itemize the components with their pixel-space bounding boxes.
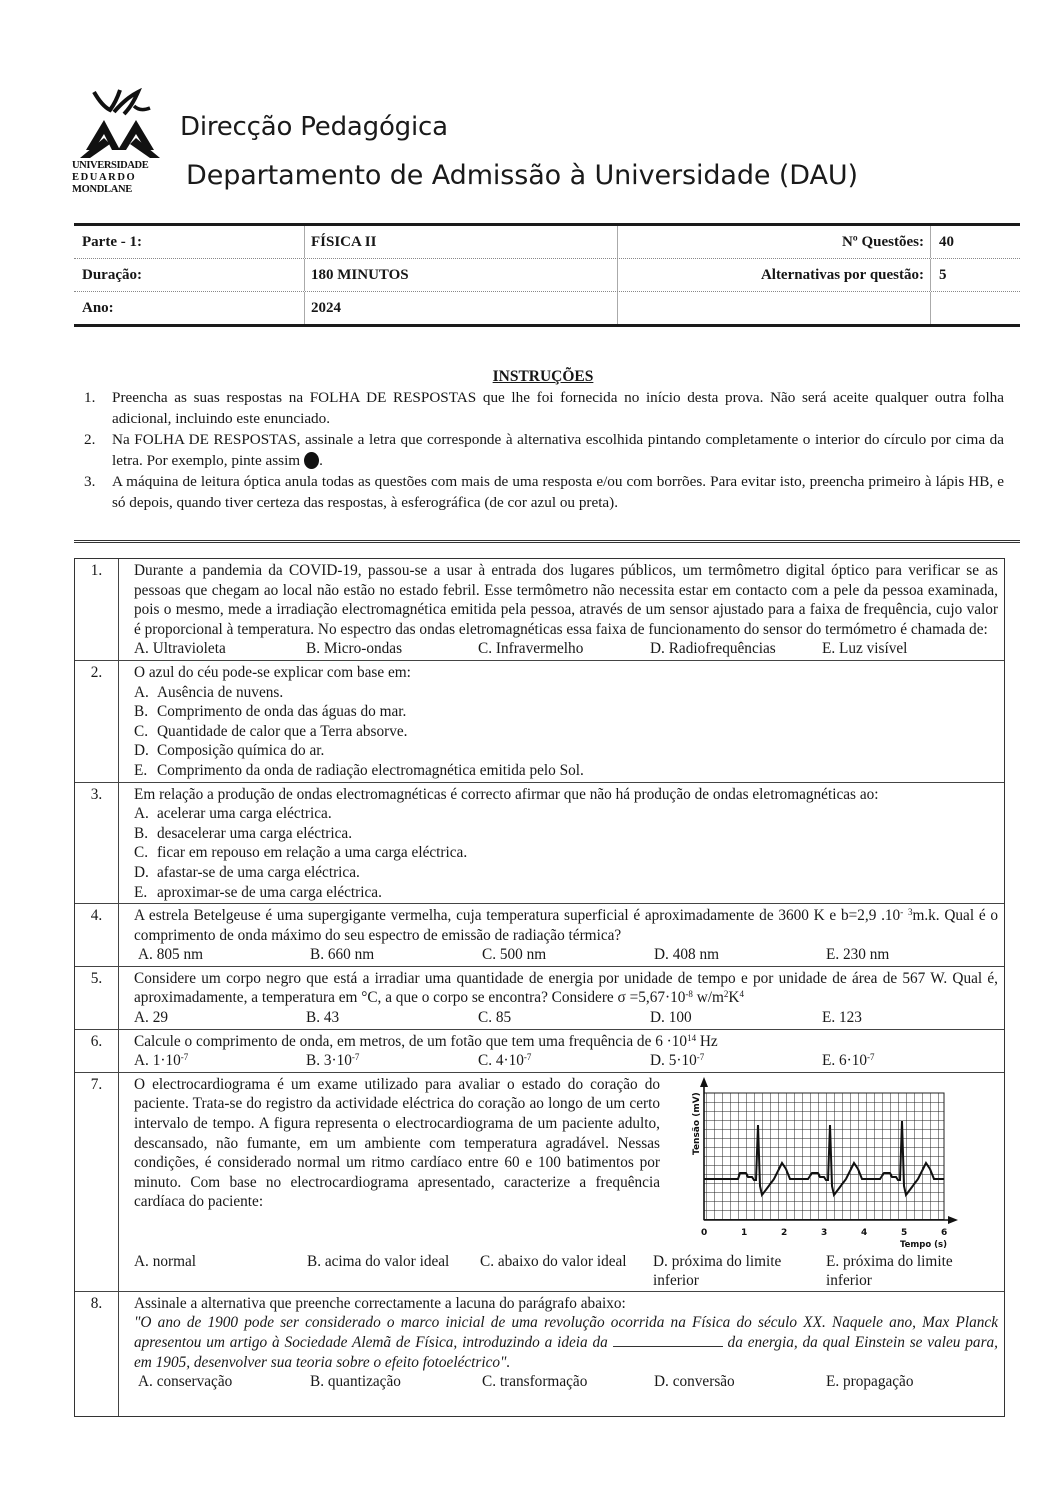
- info-value: FÍSICA II: [304, 226, 617, 258]
- option-a: A. Ultravioleta: [134, 640, 226, 658]
- question-text-part: A estrela Betelgeuse é uma supergigante vermelha, cuja temperatura superficial é aproximadamente de 3600 K e b=2,9 .10: [134, 907, 901, 925]
- question-body: [119, 1073, 1005, 1291]
- question-body: [119, 783, 1004, 904]
- option-b: B. Micro-ondas: [306, 640, 403, 658]
- superscript: -: [900, 907, 904, 918]
- question-quote: [134, 1313, 998, 1372]
- question-7-content: [134, 1075, 999, 1250]
- option-e: E. próxima do limite inferior: [826, 1252, 953, 1289]
- instructions-title: INSTRUÇÕES: [492, 368, 594, 385]
- option-a: [134, 683, 998, 703]
- option-c: [134, 843, 998, 863]
- question-1: [75, 559, 1004, 661]
- options-row: [134, 639, 998, 659]
- option-text: Composição química do ar.: [157, 742, 325, 760]
- options-row: [134, 945, 998, 965]
- superscript: 4: [739, 989, 744, 1000]
- option-b: [306, 1051, 478, 1071]
- option-c: C. 85: [478, 1009, 512, 1027]
- option-b: [134, 702, 998, 722]
- superscript: -7: [867, 1052, 875, 1063]
- instruction-text-end: .: [319, 451, 323, 469]
- info-row-parte: [74, 226, 1020, 259]
- option-letter: C.: [134, 844, 149, 862]
- superscript: 14: [687, 1032, 697, 1043]
- option-e: E. propagação: [826, 1373, 914, 1391]
- question-text: [134, 906, 998, 945]
- instruction-number: 2.: [84, 431, 96, 448]
- question-body: [119, 1030, 1004, 1072]
- option-c: C. Infravermelho: [478, 640, 584, 658]
- instruction-text-wrap: [112, 430, 1004, 471]
- option-c: C. transformação: [482, 1373, 588, 1391]
- option-text: D. 5·10: [650, 1052, 697, 1070]
- option-c: C. 500 nm: [482, 946, 547, 964]
- page-title: Direcção Pedagógica: [180, 112, 448, 142]
- superscript: -7: [696, 1052, 705, 1063]
- instruction-item: [84, 388, 1004, 429]
- info-row-duracao: [74, 259, 1020, 292]
- option-text: Comprimento de onda das águas do mar.: [157, 703, 407, 721]
- question-text: [134, 969, 998, 1008]
- option-text: E. 6·10: [822, 1052, 868, 1070]
- ecg-chart-svg: [690, 1075, 980, 1250]
- y-axis-label: Tensão (mV): [692, 1092, 702, 1155]
- x-tick: 3: [821, 1227, 828, 1238]
- question-8: [75, 1292, 1004, 1416]
- questions-table: [74, 558, 1005, 1417]
- section-divider: [74, 540, 1020, 543]
- info-value: 2024: [304, 292, 617, 324]
- option-b: B. 43: [306, 1009, 340, 1027]
- question-6: [75, 1030, 1004, 1073]
- option-d: D. Radiofrequências: [650, 640, 776, 658]
- question-text: [134, 1032, 998, 1052]
- x-tick: 5: [901, 1227, 908, 1238]
- instruction-text: Preencha as suas respostas na FOLHA DE RESPOSTAS que lhe foi fornecida no início desta prova. Não será aceite qualquer outra folha adicional, incluindo este enunciado.: [112, 389, 1004, 427]
- x-tick: 0: [701, 1227, 708, 1238]
- question-text: O electrocardiograma é um exame utilizado para avaliar o estado do coração do paciente. Trata-se do registro da actividade eléctrica do coração ao longo de um certo intervalo de tempo. A figura representa o electrocardiograma de um paciente adulto, descansado, não fumante, em um ambiente com temperatura agradável. Nessas condições, é considerado normal um ritmo cardíaco entre 60 e 100 batimentos por minuto. Com base no electrocardiograma apresentado, caracterize a frequência cardíaca do paciente:: [134, 1075, 660, 1211]
- option-b: [134, 824, 998, 844]
- question-number: 2.: [75, 661, 119, 782]
- superscript: 2: [723, 989, 729, 1000]
- option-b: B. quantização: [310, 1373, 401, 1391]
- option-d: [134, 863, 998, 883]
- info-right-label: Nº Questões:: [617, 226, 930, 258]
- superscript: -8: [685, 989, 693, 1000]
- question-body: [119, 904, 1004, 966]
- option-text: A. 1·10: [134, 1052, 181, 1070]
- option-letter: D.: [134, 742, 149, 760]
- option-text: ficar em repouso em relação a uma carga eléctrica.: [157, 844, 468, 862]
- question-text: O azul do céu pode-se explicar com base em:: [134, 663, 411, 681]
- info-label: Parte - 1:: [82, 233, 142, 250]
- options-row: [134, 1252, 999, 1290]
- info-label: Duração:: [82, 266, 142, 283]
- option-d: [134, 741, 998, 761]
- instruction-text: A máquina de leitura óptica anula todas as questões com mais de uma resposta e/ou com borrões. Para evitar isto, preencha primeiro à lápis HB, e só depois, quando tiver certeza das respostas, à esferográfica (de cor azul ou preta).: [112, 473, 1004, 511]
- question-text: Assinale a alternativa que preenche correctamente a lacuna do parágrafo abaixo:: [134, 1294, 626, 1312]
- x-tick: 2: [781, 1227, 788, 1238]
- exam-info-table: [74, 223, 1020, 327]
- option-a: [134, 804, 998, 824]
- option-d: D. 100: [650, 1009, 692, 1027]
- question-body: [119, 967, 1004, 1029]
- question-2: [75, 661, 1004, 783]
- question-number: 6.: [75, 1030, 119, 1072]
- instruction-item: [84, 430, 1004, 471]
- option-letter: A.: [134, 805, 149, 823]
- option-e: [822, 1051, 994, 1071]
- option-c: C. abaixo do valor ideal: [480, 1252, 627, 1270]
- logo-line-3: MONDLANE: [72, 184, 133, 195]
- option-letter: A.: [134, 683, 149, 701]
- option-text: Quantidade de calor que a Terra absorve.: [157, 722, 408, 740]
- filled-circle-icon: [304, 452, 319, 469]
- quote-text-part: "O ano de 1900 pode ser considerado o marco inicial de uma revolução ocorrida na Física do século XX. Naquele ano, Max Planck apresentou um artigo à Sociedade Alemã de Física, introduzindo a ideia da: [134, 1314, 998, 1352]
- question-4: [75, 904, 1004, 967]
- options-row: [134, 1372, 998, 1392]
- option-c: [478, 1051, 650, 1071]
- info-right-value: [930, 292, 1020, 324]
- question-text-part: m.k. Qual é o comprimento de onda máximo do seu espectro de emissão de radiação térmica?: [134, 907, 998, 944]
- page-subtitle: Departamento de Admissão à Universidade (DAU): [186, 160, 858, 191]
- option-a: A. 29: [134, 1009, 168, 1027]
- instructions-list: [84, 388, 1004, 514]
- question-text-part: w/m: [692, 989, 724, 1007]
- question-text-part: K: [728, 989, 740, 1007]
- logo-line-2: EDUARDO: [72, 172, 137, 183]
- uem-logo-icon: [80, 88, 172, 160]
- instruction-text: Na FOLHA DE RESPOSTAS, assinale a letra que corresponde à alternativa escolhida pintando completamente o interior do círculo por cima da letra. Por exemplo, pinte assim: [112, 431, 1004, 469]
- info-row-ano: [74, 292, 1020, 324]
- option-b: B. 660 nm: [310, 946, 375, 964]
- question-number: 4.: [75, 904, 119, 966]
- x-tick: 6: [941, 1227, 948, 1238]
- question-text: Em relação a produção de ondas electromagnéticas é correcto afirmar que não há produção de ondas eletromagnéticas ao:: [134, 785, 879, 803]
- question-text-part: Hz: [696, 1032, 718, 1050]
- fill-blank: [613, 1334, 723, 1347]
- ecg-chart: [690, 1075, 980, 1250]
- option-c: [134, 722, 998, 742]
- question-body: [119, 661, 1004, 782]
- superscript: -7: [351, 1052, 360, 1063]
- info-right-value: 5: [930, 259, 1020, 291]
- option-d: D. próxima do limite inferior: [653, 1252, 782, 1289]
- option-a: [134, 1051, 306, 1071]
- option-text: Ausência de nuvens.: [157, 683, 284, 701]
- university-logo: [72, 88, 182, 200]
- option-e: [134, 883, 998, 903]
- option-text: acelerar uma carga eléctrica.: [157, 805, 332, 823]
- option-letter: E.: [134, 761, 148, 779]
- option-d: D. 408 nm: [654, 946, 720, 964]
- option-text: desacelerar uma carga eléctrica.: [157, 824, 353, 842]
- logo-text: [72, 160, 184, 196]
- option-b: B. acima do valor ideal: [307, 1252, 450, 1270]
- option-letter: D.: [134, 863, 149, 881]
- question-3: [75, 783, 1004, 905]
- option-text: aproximar-se de uma carga eléctrica.: [157, 883, 382, 901]
- question-number: 8.: [75, 1292, 119, 1416]
- instruction-number: 1.: [84, 389, 96, 406]
- question-body: [119, 559, 1004, 660]
- option-a: A. normal: [134, 1252, 197, 1270]
- info-right-label: Alternativas por questão:: [617, 259, 930, 291]
- instruction-item: [84, 472, 1004, 513]
- superscript: 3: [907, 907, 913, 918]
- question-number: 1.: [75, 559, 119, 660]
- instruction-number: 3.: [84, 473, 96, 490]
- question-number: 3.: [75, 783, 119, 904]
- options-list: [134, 804, 998, 902]
- x-tick: 1: [741, 1227, 748, 1238]
- quote-text-part: da energia, da qual Einstein se valeu para, em 1905, desenvolver sua teoria sobre o efeito fotoeléctrico".: [134, 1334, 998, 1371]
- options-row: [134, 1051, 998, 1071]
- option-a: A. 805 nm: [138, 946, 204, 964]
- option-text: B. 3·10: [306, 1052, 352, 1070]
- superscript: -7: [180, 1052, 189, 1063]
- option-text: Comprimento da onda de radiação electromagnética emitida pelo Sol.: [157, 761, 584, 779]
- logo-line-1: UNIVERSIDADE: [72, 160, 149, 171]
- question-5: [75, 967, 1004, 1030]
- info-right-label: [617, 292, 930, 324]
- question-text-part: Calcule o comprimento de onda, em metros, de um fotão que tem uma frequência de 6 ·10: [134, 1032, 688, 1050]
- option-d: D. conversão: [654, 1373, 735, 1391]
- question-7: [75, 1073, 1004, 1292]
- option-letter: C.: [134, 722, 149, 740]
- option-e: E. Luz visível: [822, 640, 908, 658]
- question-number: 5.: [75, 967, 119, 1029]
- question-number: 7.: [75, 1073, 119, 1291]
- option-letter: B.: [134, 703, 149, 721]
- question-text: Durante a pandemia da COVID-19, passou-se a usar à entrada dos lugares públicos, um termômetro digital óptico para verificar se as pessoas que chegam ao local não estão no estado febril. Esse termômetro não necessita estar em contacto com a pele da pessoa examinada, pois o mesmo, mede a irradiação electromagnética emitida pela pessoa, através de um sensor ajustado para a faixa de frequência, cujo valor é proporcional à temperatura. No espectro das ondas eletromagnéticas essa faixa de funcionamento do sensor do termómetro é chamada de:: [134, 562, 998, 638]
- option-letter: E.: [134, 883, 148, 901]
- question-text-part: Considere um corpo negro que está a irradiar uma quantidade de energia por unidade de tempo e por unidade de área de 567 W. Qual é, aproximadamente, a temperatura em °C, a que o corpo se encontra? Considere σ =5,67·10: [134, 969, 998, 1007]
- option-letter: B.: [134, 824, 149, 842]
- superscript: -7: [523, 1052, 532, 1063]
- options-row: [134, 1008, 998, 1028]
- info-value: 180 MINUTOS: [304, 259, 617, 291]
- x-tick: 4: [861, 1227, 868, 1238]
- option-text: C. 4·10: [478, 1052, 524, 1070]
- options-list: [134, 683, 998, 781]
- option-e: E. 230 nm: [826, 946, 890, 964]
- option-e: [134, 761, 998, 781]
- info-label: Ano:: [82, 299, 114, 316]
- x-axis-label: Tempo (s): [900, 1239, 948, 1250]
- question-body: [119, 1292, 1004, 1416]
- option-text: afastar-se de uma carga eléctrica.: [157, 863, 360, 881]
- option-e: E. 123: [822, 1009, 862, 1027]
- option-a: A. conservação: [138, 1373, 233, 1391]
- info-right-value: 40: [930, 226, 1020, 258]
- option-d: [650, 1051, 822, 1071]
